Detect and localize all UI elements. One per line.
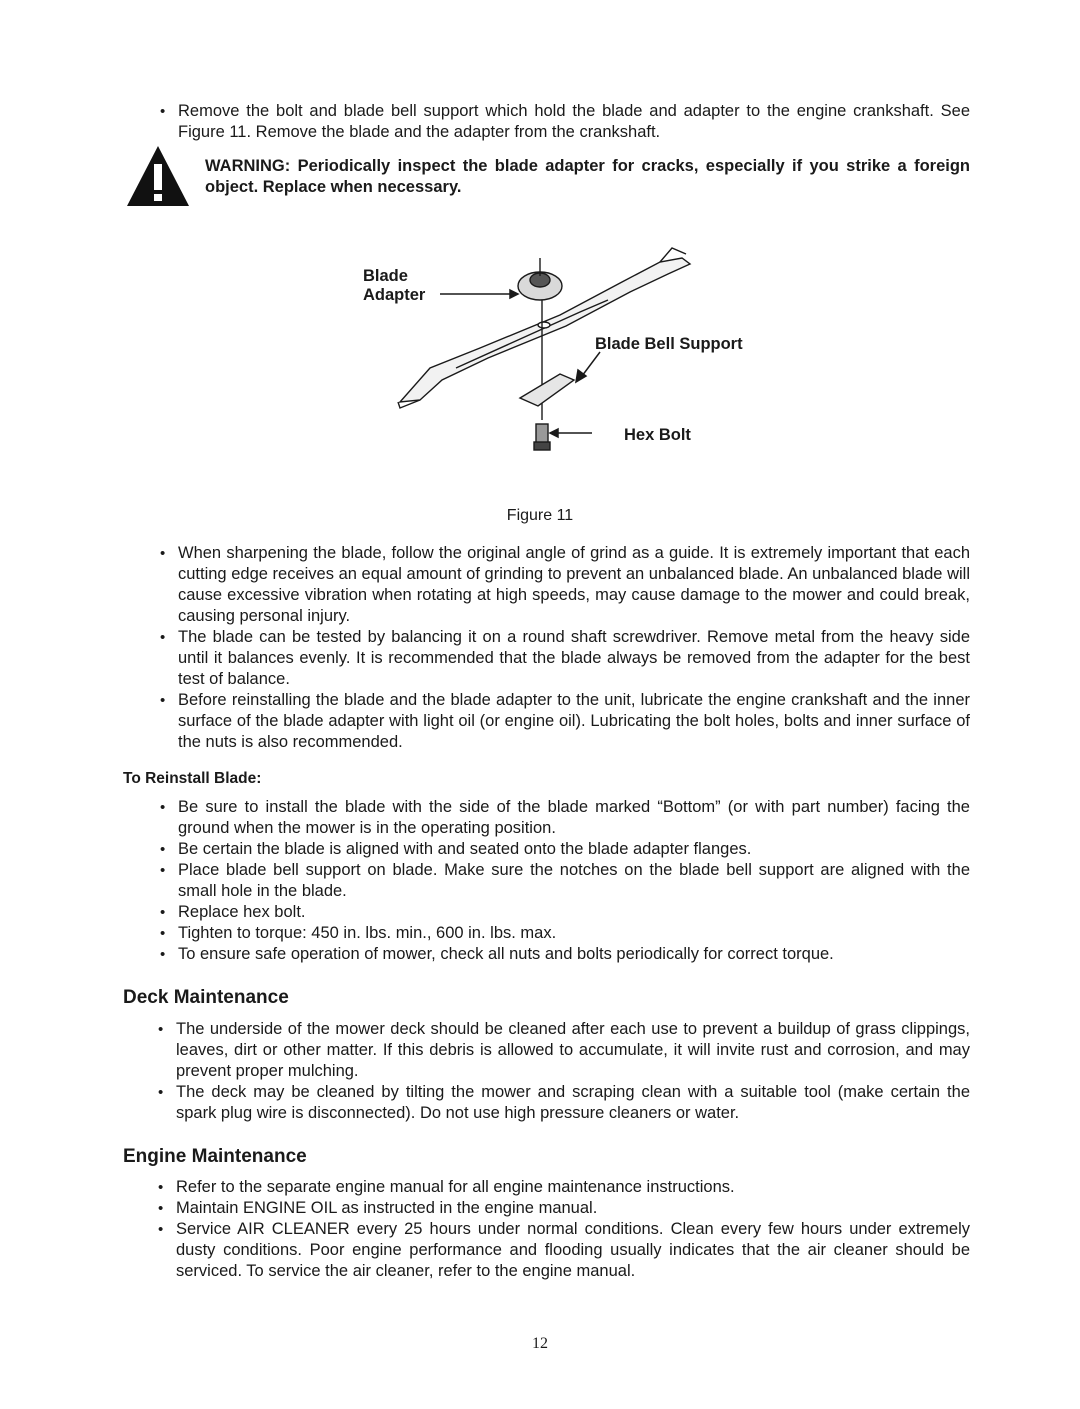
label-blade-bell-support: Blade Bell Support <box>595 335 743 353</box>
list-item: • The underside of the mower deck should be cleaned after each use to prevent a buildup of grass clippings, leaves, dirt or other matter. If this debris is allowed to accumulate, it will invite rust and corrosion, and may prevent proper mulching. <box>158 1019 970 1082</box>
engine-bullet-list <box>158 1177 970 1282</box>
reinstall-heading: To Reinstall Blade: <box>123 770 262 787</box>
reinstall-bullet-list <box>160 797 970 965</box>
list-item: • The blade can be tested by balancing it on a round shaft screwdriver. Remove metal from the heavy side until it balances evenly. It is recommended that the blade always be removed from the adapter for the best test of balance. <box>160 627 970 690</box>
figure-caption: Figure 11 <box>506 507 574 524</box>
label-hex-bolt: Hex Bolt <box>624 426 691 444</box>
deck-maintenance-heading: Deck Maintenance <box>123 987 289 1008</box>
list-item: • Maintain ENGINE OIL as instructed in the engine manual. <box>158 1198 970 1219</box>
list-item: • Tighten to torque: 450 in. lbs. min., 600 in. lbs. max. <box>160 923 970 944</box>
list-item: • Remove the bolt and blade bell support which hold the blade and adapter to the engine crankshaft. See Figure 11. Remove the blade and the adapter from the crankshaft. <box>160 101 970 143</box>
deck-bullet-list <box>158 1019 970 1124</box>
list-item: • Refer to the separate engine manual for all engine maintenance instructions. <box>158 1177 970 1198</box>
list-item: • Be sure to install the blade with the side of the blade marked “Bottom” (or with part number) facing the ground when the mower is in the operating position. <box>160 797 970 839</box>
list-item: • Service AIR CLEANER every 25 hours under normal conditions. Clean every few hours under extremely dusty conditions. Poor engine performance and flooding usually indicates that the air cleaner should be serviced. To service the air cleaner, refer to the engine manual. <box>158 1219 970 1282</box>
page-number: 12 <box>532 1335 548 1352</box>
label-adapter: Adapter <box>363 286 426 304</box>
list-item: • To ensure safe operation of mower, check all nuts and bolts periodically for correct torque. <box>160 944 970 965</box>
warning-text: WARNING: Periodically inspect the blade adapter for cracks, especially if you strike a foreign object. Replace when necessary. <box>205 157 970 196</box>
list-item: • Be certain the blade is aligned with and seated onto the blade adapter flanges. <box>160 839 970 860</box>
bell-support-shape <box>520 374 574 406</box>
list-item: • Before reinstalling the blade and the blade adapter to the unit, lubricate the engine crankshaft and the inner surface of the blade adapter with light oil (or engine oil). Lubricating the bolt holes, bolts and inner surface of the nuts is also recommended. <box>160 690 970 753</box>
sharpening-bullet-list <box>160 543 970 753</box>
list-item: • Place blade bell support on blade. Make sure the notches on the blade bell support are aligned with the small hole in the blade. <box>160 860 970 902</box>
warning-triangle-icon <box>126 144 190 208</box>
engine-maintenance-heading: Engine Maintenance <box>123 1146 307 1167</box>
list-item: • When sharpening the blade, follow the original angle of grind as a guide. It is extremely important that each cutting edge receives an equal amount of grinding to prevent an unbalanced blade. An unbalanced blade will cause excessive vibration when rotating at high speeds, may cause damage to the mower and could break, causing personal injury. <box>160 543 970 627</box>
list-item: • Replace hex bolt. <box>160 902 970 923</box>
label-blade: Blade <box>363 267 408 285</box>
intro-bullet-list <box>160 101 970 143</box>
warning-icon-wrap <box>126 144 190 208</box>
list-item: • The deck may be cleaned by tilting the mower and scraping clean with a suitable tool (make certain the spark plug wire is disconnected). Do not use high pressure cleaners or water. <box>158 1082 970 1124</box>
